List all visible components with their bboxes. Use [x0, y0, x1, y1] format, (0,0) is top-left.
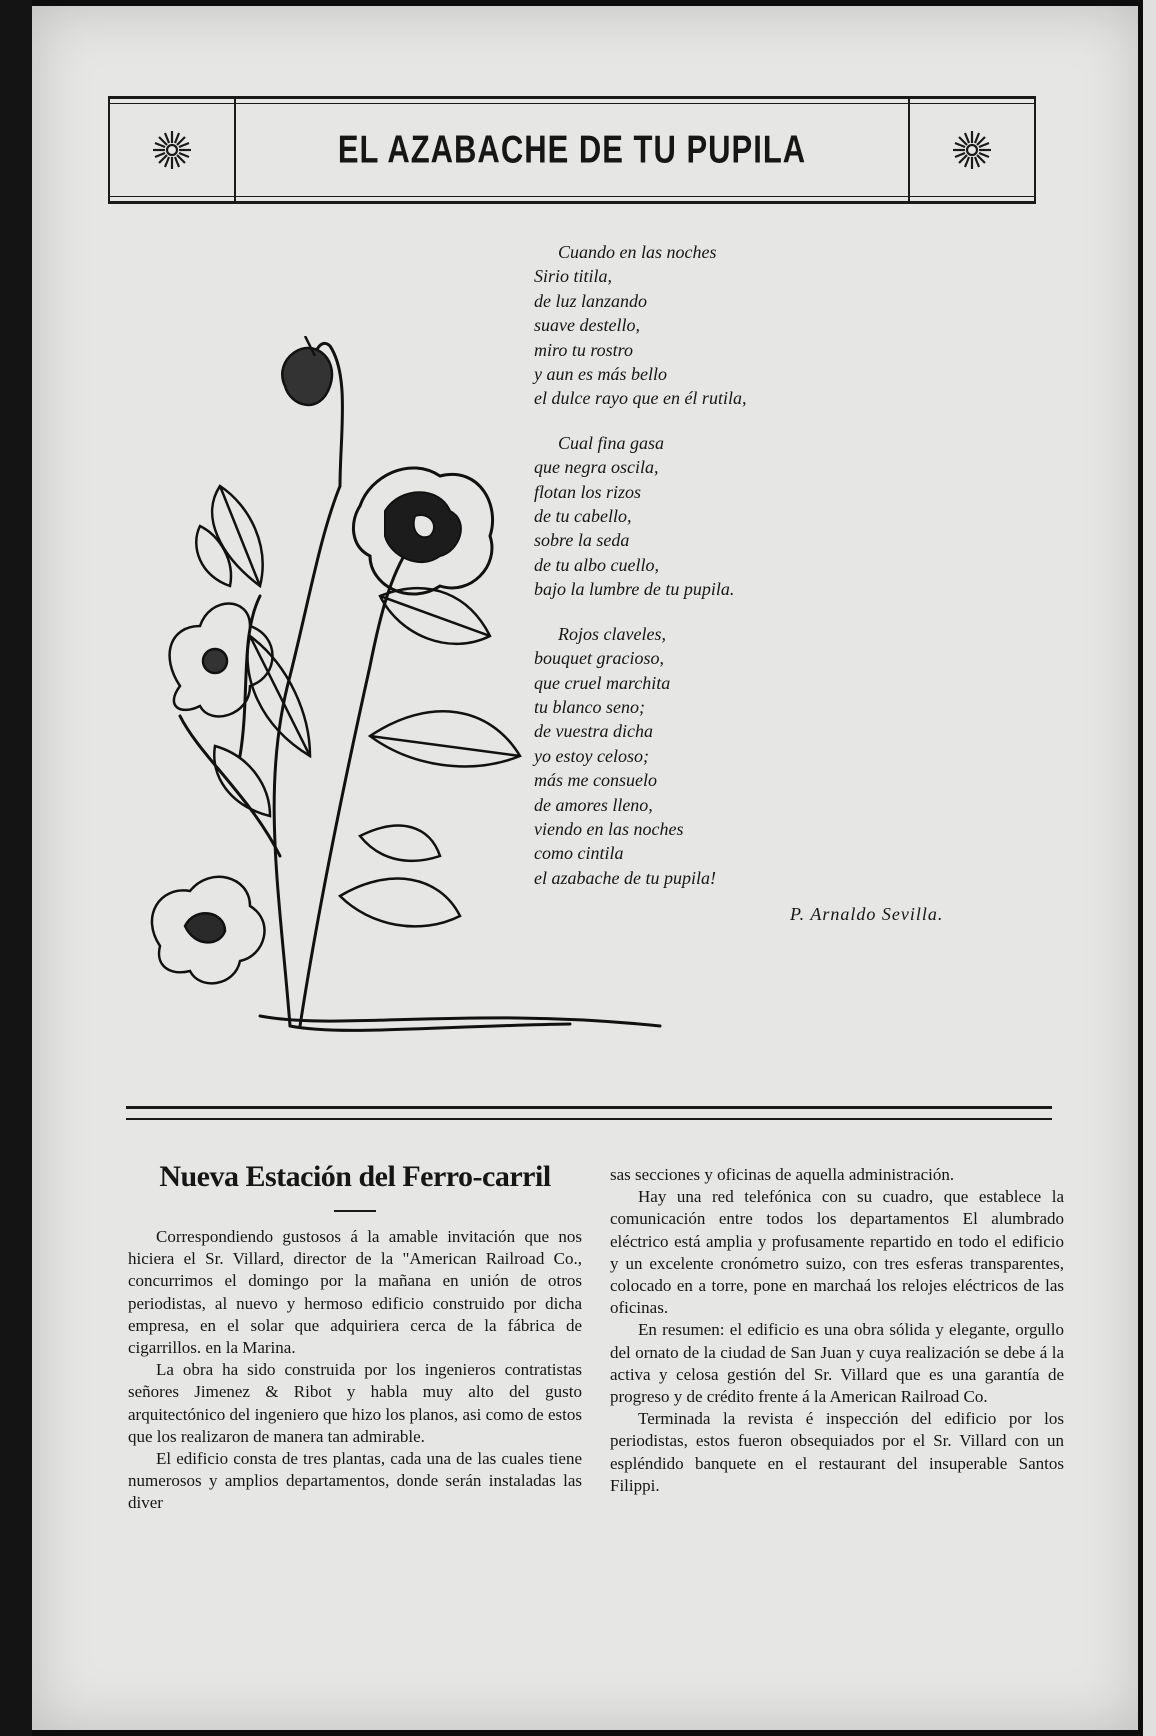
title-rule — [334, 1210, 376, 1212]
section-divider — [126, 1106, 1052, 1109]
poem-line: como cintila — [534, 843, 624, 864]
ornament-box-left — [108, 99, 236, 201]
ornament-box-right — [908, 99, 1036, 201]
poem-line: bouquet gracioso, — [534, 648, 664, 669]
article-title: Nueva Estación del Ferro-carril — [159, 1160, 551, 1193]
article-paragraph: Hay una red telefónica con su cuadro, que establece la comunicación entre todos los departamentos El alumbrado eléctrico está amplia y profusamente repartido en todo el edificio y un excelente cronómetro suizo, con tres esferas transparentes, colocado en a torre, pone en marchaá los relojes eléctricos de las oficinas. — [610, 1187, 1064, 1318]
poem-line: Rojos claveles, — [558, 623, 666, 644]
article-paragraph: El edificio consta de tres plantas, cada una de las cuales tiene numerosos y amplios departamentos, donde serán instaladas las diver — [128, 1449, 582, 1513]
poem-line: que negra oscila, — [534, 457, 659, 478]
poem-line: y aun es más bello — [534, 364, 667, 385]
poem-line: de amores lleno, — [534, 794, 653, 815]
rosette-icon — [149, 127, 195, 173]
poem-line: viendo en las noches — [534, 818, 684, 839]
poem-body — [534, 240, 954, 910]
poem-stanza-1 — [534, 240, 954, 411]
poem-line: de tu albo cuello, — [534, 554, 659, 575]
article-paragraph: Correspondiendo gustosos á la amable invitación que nos hiciera el Sr. Villard, director de la "American Railroad Co., concurrimos el domingo por la mañana en unión de otros periodistas, al nuevo y hermoso edificio construido por dicha empresa, en el solar que adquiriera cerca de la fábrica de cigarrillos. en la Marina. — [128, 1227, 582, 1358]
poem-line: el dulce rayo que en él rutila, — [534, 388, 747, 409]
poem-line: Sirio titila, — [534, 266, 613, 287]
article-paragraph: sas secciones y oficinas de aquella administración. — [610, 1165, 955, 1184]
poem-line: de vuestra dicha — [534, 721, 653, 742]
page-edge-right — [1138, 0, 1156, 1736]
poem-line: flotan los rizos — [534, 481, 642, 502]
rosette-icon — [949, 127, 995, 173]
poem-line: de tu cabello, — [534, 506, 632, 527]
poem-title: EL AZABACHE DE TU PUPILA — [337, 127, 807, 172]
article-paragraph: La obra ha sido construida por los ingenieros contratistas señores Jimenez & Ribot y habla muy alto del gusto arquitectónico del ingeniero que hizo los planos, asi como de estos que los realizaron de manera tan admirable. — [128, 1360, 582, 1446]
poem-line: que cruel marchita — [534, 672, 671, 693]
title-banner — [108, 96, 1036, 204]
poem-signature: P. Arnaldo Sevilla. — [790, 904, 944, 924]
page-gutter-left — [0, 0, 32, 1736]
section-divider — [126, 1118, 1052, 1120]
article-column-left — [128, 1226, 582, 1515]
poem-line: miro tu rostro — [534, 339, 634, 360]
poem-line: suave destello, — [534, 315, 640, 336]
poem-line: el azabache de tu pupila! — [534, 867, 716, 888]
poem-stanza-2 — [534, 431, 954, 602]
poem-line: sobre la seda — [534, 530, 630, 551]
article-column-right — [610, 1164, 1064, 1497]
poem-line: más me consuelo — [534, 770, 657, 791]
poem-line: Cuando en las noches — [558, 242, 717, 262]
poem-stanza-3 — [534, 622, 954, 890]
poem-line: tu blanco seno; — [534, 696, 645, 717]
poem-line: yo estoy celoso; — [534, 745, 649, 766]
poem-line: de luz lanzando — [534, 290, 648, 311]
article-paragraph: En resumen: el edificio es una obra sólida y elegante, orgullo del ornato de la ciudad de San Juan y cuya realización se debe á la activa y celosa gestión del Sr. Villard que es una garantía de progreso y de crédito frente á la American Railroad Co. — [610, 1320, 1064, 1407]
article-paragraph: Terminada la revista é inspección del edificio por los periodistas, estos fueron obsequiados por el Sr. Villard con un espléndido banquete en el restaurant del insuperable Santos Filippi. — [610, 1409, 1064, 1495]
poem-line: Cual fina gasa — [558, 432, 665, 453]
poem-line: bajo la lumbre de tu pupila. — [534, 579, 735, 600]
